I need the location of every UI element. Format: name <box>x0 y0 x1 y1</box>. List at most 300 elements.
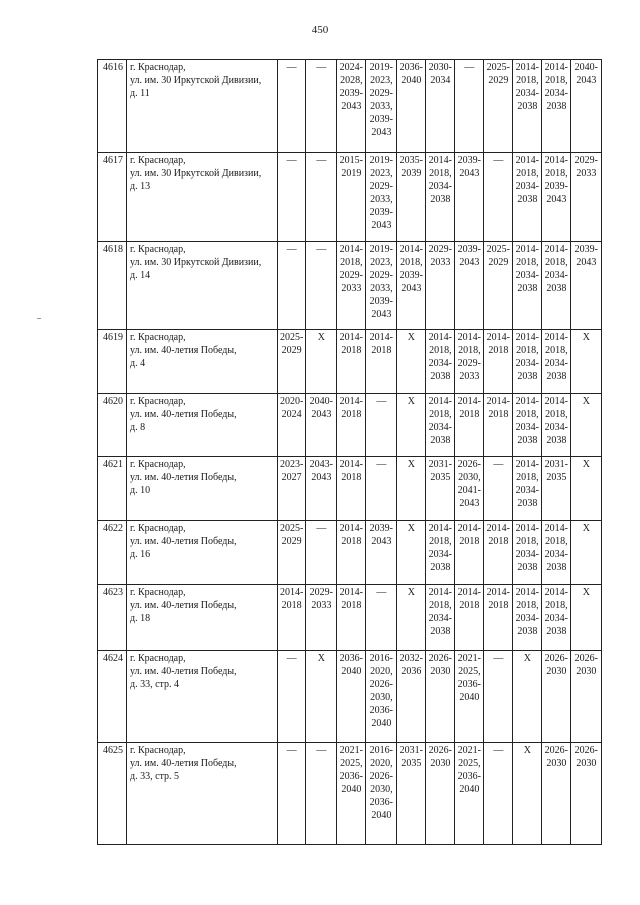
period-cell <box>366 651 397 743</box>
period-line: 2018 <box>341 600 362 611</box>
address-line: ул. им. 40-летия Победы, <box>130 345 237 356</box>
period-line: 2018, <box>545 536 568 547</box>
period-cell <box>306 153 337 242</box>
period-line: 2036- <box>457 771 482 782</box>
period-line: 2039- <box>457 244 482 255</box>
period-line: 2014- <box>544 396 569 407</box>
period-line: 2014- <box>544 155 569 166</box>
period-cell <box>306 394 337 457</box>
period-line: 2018, <box>340 257 363 268</box>
period-cell <box>278 651 306 743</box>
period-cell <box>571 242 602 330</box>
object-number-cell: 4624 <box>98 651 127 743</box>
period-line: — <box>493 459 504 470</box>
period-line: 2014- <box>428 332 453 343</box>
period-line: 2029 <box>281 536 302 547</box>
period-line: 2034- <box>428 613 453 624</box>
period-line: 2026- <box>544 653 569 664</box>
period-line: 2040 <box>459 692 480 703</box>
period-line: 2043 <box>371 309 392 320</box>
period-cell <box>278 242 306 330</box>
period-line: X <box>407 523 415 534</box>
object-number-cell: 4621 <box>98 457 127 521</box>
period-line: 2014- <box>339 396 364 407</box>
period-line: 2020- <box>280 396 304 407</box>
period-line: 2016- <box>369 745 394 756</box>
period-cell <box>455 394 484 457</box>
address-cell <box>127 585 278 651</box>
period-cell <box>542 153 571 242</box>
period-line: X <box>582 396 590 407</box>
period-line: 2021- <box>457 745 482 756</box>
period-line: 2034- <box>544 549 569 560</box>
period-cell <box>455 60 484 153</box>
period-line: 2038 <box>546 371 567 382</box>
period-line: 2034- <box>515 422 540 433</box>
table-row <box>98 60 602 153</box>
period-line: 2043- <box>309 459 334 470</box>
period-line: 2043 <box>459 257 480 268</box>
period-line: 2034- <box>515 358 540 369</box>
object-number-cell: 4620 <box>98 394 127 457</box>
period-cell <box>397 457 426 521</box>
period-line: 2018, <box>429 600 452 611</box>
period-line: — <box>286 244 297 255</box>
period-line: 2030, <box>458 472 481 483</box>
period-line: 2018, <box>400 257 423 268</box>
period-line: 2035 <box>430 472 451 483</box>
period-line: 2014- <box>515 396 540 407</box>
period-line: 2043 <box>459 498 480 509</box>
address-line: ул. им. 40-летия Победы, <box>130 758 237 769</box>
address-line: г. Краснодар, <box>130 459 186 470</box>
period-line: 2034- <box>515 549 540 560</box>
period-line: 2024- <box>339 62 364 73</box>
period-cell <box>542 242 571 330</box>
period-line: 2029 <box>488 257 509 268</box>
period-cell <box>278 60 306 153</box>
period-line: 2043 <box>401 283 422 294</box>
period-line: 2040- <box>309 396 334 407</box>
period-line: 2043 <box>371 127 392 138</box>
period-line: 2030 <box>546 666 567 677</box>
address-cell <box>127 330 278 394</box>
period-line: — <box>316 523 327 534</box>
period-line: 2034- <box>428 549 453 560</box>
period-line: 2018 <box>341 409 362 420</box>
period-line: 2033, <box>370 283 393 294</box>
repair-schedule-table <box>97 59 602 845</box>
period-line: 2018, <box>545 409 568 420</box>
address-line: д. 16 <box>130 549 151 560</box>
period-cell <box>278 585 306 651</box>
period-cell <box>426 521 455 585</box>
period-cell <box>571 330 602 394</box>
object-number-cell: 4619 <box>98 330 127 394</box>
period-line: 2043 <box>371 220 392 231</box>
period-cell <box>337 330 366 394</box>
period-line: 2034- <box>515 613 540 624</box>
period-line: 2025- <box>280 332 304 343</box>
period-cell <box>484 242 513 330</box>
period-line: 2040 <box>371 718 392 729</box>
period-cell <box>366 521 397 585</box>
period-cell <box>278 330 306 394</box>
period-cell <box>397 585 426 651</box>
period-cell <box>513 743 542 845</box>
address-cell <box>127 521 278 585</box>
period-cell <box>455 242 484 330</box>
period-line: 2030 <box>546 758 567 769</box>
period-cell <box>337 457 366 521</box>
period-line: — <box>316 745 327 756</box>
address-line: ул. им. 40-летия Победы, <box>130 600 237 611</box>
period-line: 2034- <box>515 485 540 496</box>
period-line: X <box>317 653 325 664</box>
period-line: 2036 <box>401 666 422 677</box>
period-line: 2026- <box>544 745 569 756</box>
period-line: 2036- <box>399 62 424 73</box>
period-cell <box>426 330 455 394</box>
period-line: 2040 <box>341 666 362 677</box>
period-line: 2038 <box>517 435 538 446</box>
period-line: 2032- <box>399 653 424 664</box>
object-number-cell: 4616 <box>98 60 127 153</box>
period-line: 2018, <box>545 168 568 179</box>
period-line: — <box>464 62 475 73</box>
period-cell <box>484 651 513 743</box>
period-line: 2025- <box>280 523 304 534</box>
period-cell <box>337 394 366 457</box>
address-line: ул. им. 40-летия Победы, <box>130 472 237 483</box>
period-line: 2038 <box>517 194 538 205</box>
period-line: 2039- <box>369 296 394 307</box>
period-line: 2034- <box>515 181 540 192</box>
period-cell <box>542 585 571 651</box>
period-line: 2025- <box>486 62 511 73</box>
period-cell <box>513 330 542 394</box>
period-line: 2014- <box>457 396 482 407</box>
period-line: 2030, <box>370 692 393 703</box>
period-cell <box>278 153 306 242</box>
address-line: д. 18 <box>130 613 151 624</box>
period-cell <box>542 330 571 394</box>
period-line: 2020, <box>370 666 393 677</box>
period-line: — <box>316 155 327 166</box>
page-number: 450 <box>311 24 329 36</box>
period-line: — <box>493 155 504 166</box>
period-line: X <box>407 459 415 470</box>
period-line: 2039- <box>339 88 364 99</box>
table-row <box>98 521 602 585</box>
period-cell <box>542 743 571 845</box>
period-line: 2014- <box>486 587 511 598</box>
period-line: 2036- <box>339 771 364 782</box>
period-line: X <box>407 396 415 407</box>
period-cell <box>397 394 426 457</box>
period-line: 2038 <box>546 562 567 573</box>
period-line: 2014- <box>486 396 511 407</box>
period-line: 2026- <box>428 653 453 664</box>
period-line: 2028, <box>340 75 363 86</box>
period-line: 2025- <box>486 244 511 255</box>
period-line: 2029- <box>369 270 394 281</box>
address-line: д. 8 <box>130 422 146 433</box>
period-cell <box>337 651 366 743</box>
period-line: 2014- <box>280 587 304 598</box>
address-cell <box>127 743 278 845</box>
period-line: 2029- <box>369 181 394 192</box>
period-line: — <box>316 244 327 255</box>
period-line: 2018, <box>545 257 568 268</box>
period-line: 2033, <box>370 101 393 112</box>
period-line: 2014- <box>515 62 540 73</box>
period-line: 2035- <box>399 155 424 166</box>
period-line: — <box>286 653 297 664</box>
address-line: г. Краснодар, <box>130 396 186 407</box>
period-cell <box>366 153 397 242</box>
address-line: д. 4 <box>130 358 146 369</box>
period-line: 2018, <box>516 75 539 86</box>
period-line: 2035 <box>401 758 422 769</box>
period-cell <box>426 60 455 153</box>
period-line: 2043 <box>311 409 332 420</box>
period-line: 2018 <box>488 536 509 547</box>
period-line: 2018, <box>516 472 539 483</box>
period-line: 2018, <box>516 600 539 611</box>
object-number-cell: 4622 <box>98 521 127 585</box>
period-line: 2041- <box>457 485 482 496</box>
period-cell <box>366 242 397 330</box>
period-line: 2026- <box>369 771 394 782</box>
period-cell <box>306 521 337 585</box>
period-line: 2030, <box>370 784 393 795</box>
period-line: — <box>493 653 504 664</box>
address-line: г. Краснодар, <box>130 155 186 166</box>
period-cell <box>278 457 306 521</box>
address-cell <box>127 394 278 457</box>
period-cell <box>426 153 455 242</box>
period-line: 2018, <box>429 168 452 179</box>
period-line: 2018 <box>341 472 362 483</box>
period-line: 2014- <box>339 244 364 255</box>
period-cell <box>571 521 602 585</box>
address-line: г. Краснодар, <box>130 332 186 343</box>
period-cell <box>278 394 306 457</box>
period-line: 2034- <box>515 88 540 99</box>
period-line: 2023- <box>280 459 304 470</box>
period-line: 2014- <box>486 523 511 534</box>
period-line: X <box>523 653 531 664</box>
period-line: 2021- <box>339 745 364 756</box>
period-line: 2040 <box>341 784 362 795</box>
period-line: 2029- <box>457 358 482 369</box>
period-line: 2034 <box>430 75 451 86</box>
period-line: — <box>286 62 297 73</box>
period-line: 2029- <box>309 587 334 598</box>
period-line: 2039- <box>399 270 424 281</box>
period-cell <box>426 457 455 521</box>
period-line: 2033 <box>430 257 451 268</box>
period-line: 2026- <box>457 459 482 470</box>
period-line: 2014- <box>428 396 453 407</box>
period-line: 2033 <box>341 283 362 294</box>
period-cell <box>455 153 484 242</box>
period-cell <box>484 330 513 394</box>
period-line: 2030 <box>430 666 451 677</box>
period-cell <box>337 153 366 242</box>
period-line: 2030 <box>430 758 451 769</box>
period-line: 2014- <box>515 155 540 166</box>
period-line: 2023, <box>370 75 393 86</box>
period-cell <box>484 60 513 153</box>
period-line: 2036- <box>369 797 394 808</box>
period-line: 2014- <box>486 332 511 343</box>
period-line: 2038 <box>546 435 567 446</box>
period-cell <box>278 743 306 845</box>
period-line: 2018 <box>281 600 302 611</box>
object-number-cell: 4618 <box>98 242 127 330</box>
period-cell <box>426 585 455 651</box>
period-cell <box>542 394 571 457</box>
period-line: 2014- <box>515 244 540 255</box>
period-line: 2018 <box>488 409 509 420</box>
period-line: 2040 <box>401 75 422 86</box>
period-line: 2014- <box>544 523 569 534</box>
period-line: 2040 <box>371 810 392 821</box>
period-line: 2039- <box>544 181 569 192</box>
period-line: 2039- <box>574 244 599 255</box>
period-line: 2034- <box>544 422 569 433</box>
period-line: 2018, <box>516 257 539 268</box>
period-line: 2029- <box>369 88 394 99</box>
table-row <box>98 153 602 242</box>
period-cell <box>542 457 571 521</box>
period-line: 2018, <box>429 536 452 547</box>
period-line: 2026- <box>574 653 599 664</box>
period-line: X <box>582 523 590 534</box>
period-line: 2014- <box>544 244 569 255</box>
period-line: 2018, <box>516 409 539 420</box>
period-cell <box>455 743 484 845</box>
period-line: 2014- <box>457 587 482 598</box>
period-cell <box>337 60 366 153</box>
period-line: 2033, <box>370 194 393 205</box>
period-line: 2029- <box>428 244 453 255</box>
period-cell <box>306 651 337 743</box>
address-line: д. 33, стр. 4 <box>130 679 180 690</box>
period-line: X <box>582 332 590 343</box>
period-cell <box>571 651 602 743</box>
period-cell <box>397 60 426 153</box>
period-line: 2034- <box>544 613 569 624</box>
period-line: 2033 <box>459 371 480 382</box>
period-line: 2014- <box>428 587 453 598</box>
object-number-cell: 4623 <box>98 585 127 651</box>
period-line: 2025, <box>340 758 363 769</box>
period-line: 2034- <box>544 270 569 281</box>
period-line: 2014- <box>457 523 482 534</box>
period-line: 2035 <box>546 472 567 483</box>
period-line: 2018, <box>545 600 568 611</box>
period-line: 2039- <box>369 207 394 218</box>
address-line: ул. им. 30 Иркутской Дивизии, <box>130 168 262 179</box>
period-line: 2036- <box>457 679 482 690</box>
period-line: 2014- <box>339 459 364 470</box>
table-row <box>98 457 602 521</box>
period-line: 2018 <box>341 536 362 547</box>
period-line: 2014- <box>515 523 540 534</box>
period-cell <box>513 585 542 651</box>
period-line: 2014- <box>399 244 424 255</box>
period-line: 2026- <box>428 745 453 756</box>
period-cell <box>397 651 426 743</box>
period-cell <box>484 457 513 521</box>
period-line: 2033 <box>576 168 597 179</box>
period-cell <box>397 242 426 330</box>
period-cell <box>484 585 513 651</box>
period-line: — <box>316 62 327 73</box>
address-line: г. Краснодар, <box>130 62 186 73</box>
address-line: г. Краснодар, <box>130 653 186 664</box>
period-line: 2018 <box>459 409 480 420</box>
period-cell <box>542 521 571 585</box>
period-line: 2018, <box>516 536 539 547</box>
period-line: 2018, <box>516 168 539 179</box>
period-line: 2014- <box>457 332 482 343</box>
period-line: 2034- <box>544 88 569 99</box>
period-cell <box>513 153 542 242</box>
period-cell <box>337 585 366 651</box>
period-line: 2025, <box>458 758 481 769</box>
period-line: 2036- <box>369 705 394 716</box>
period-line: X <box>582 587 590 598</box>
table-row <box>98 242 602 330</box>
period-line: 2040 <box>459 784 480 795</box>
address-line: г. Краснодар, <box>130 745 186 756</box>
period-line: — <box>376 396 387 407</box>
period-line: 2018, <box>516 345 539 356</box>
period-cell <box>571 60 602 153</box>
period-line: 2019 <box>341 168 362 179</box>
period-line: — <box>376 587 387 598</box>
period-cell <box>513 651 542 743</box>
period-line: 2040- <box>574 62 599 73</box>
period-cell <box>366 585 397 651</box>
period-line: — <box>493 745 504 756</box>
period-cell <box>306 330 337 394</box>
period-line: 2014- <box>339 332 364 343</box>
period-line: 2039- <box>369 114 394 125</box>
period-cell <box>278 521 306 585</box>
address-cell <box>127 651 278 743</box>
table-row <box>98 585 602 651</box>
period-cell <box>484 153 513 242</box>
period-cell <box>455 651 484 743</box>
period-line: 2021- <box>457 653 482 664</box>
period-line: 2038 <box>517 498 538 509</box>
period-line: 2038 <box>517 562 538 573</box>
period-cell <box>366 743 397 845</box>
period-cell <box>455 457 484 521</box>
period-line: 2014- <box>515 332 540 343</box>
period-line: 2019- <box>369 155 394 166</box>
period-line: — <box>376 459 387 470</box>
period-line: 2014- <box>544 587 569 598</box>
period-line: 2038 <box>517 101 538 112</box>
period-cell <box>426 743 455 845</box>
period-line: X <box>317 332 325 343</box>
